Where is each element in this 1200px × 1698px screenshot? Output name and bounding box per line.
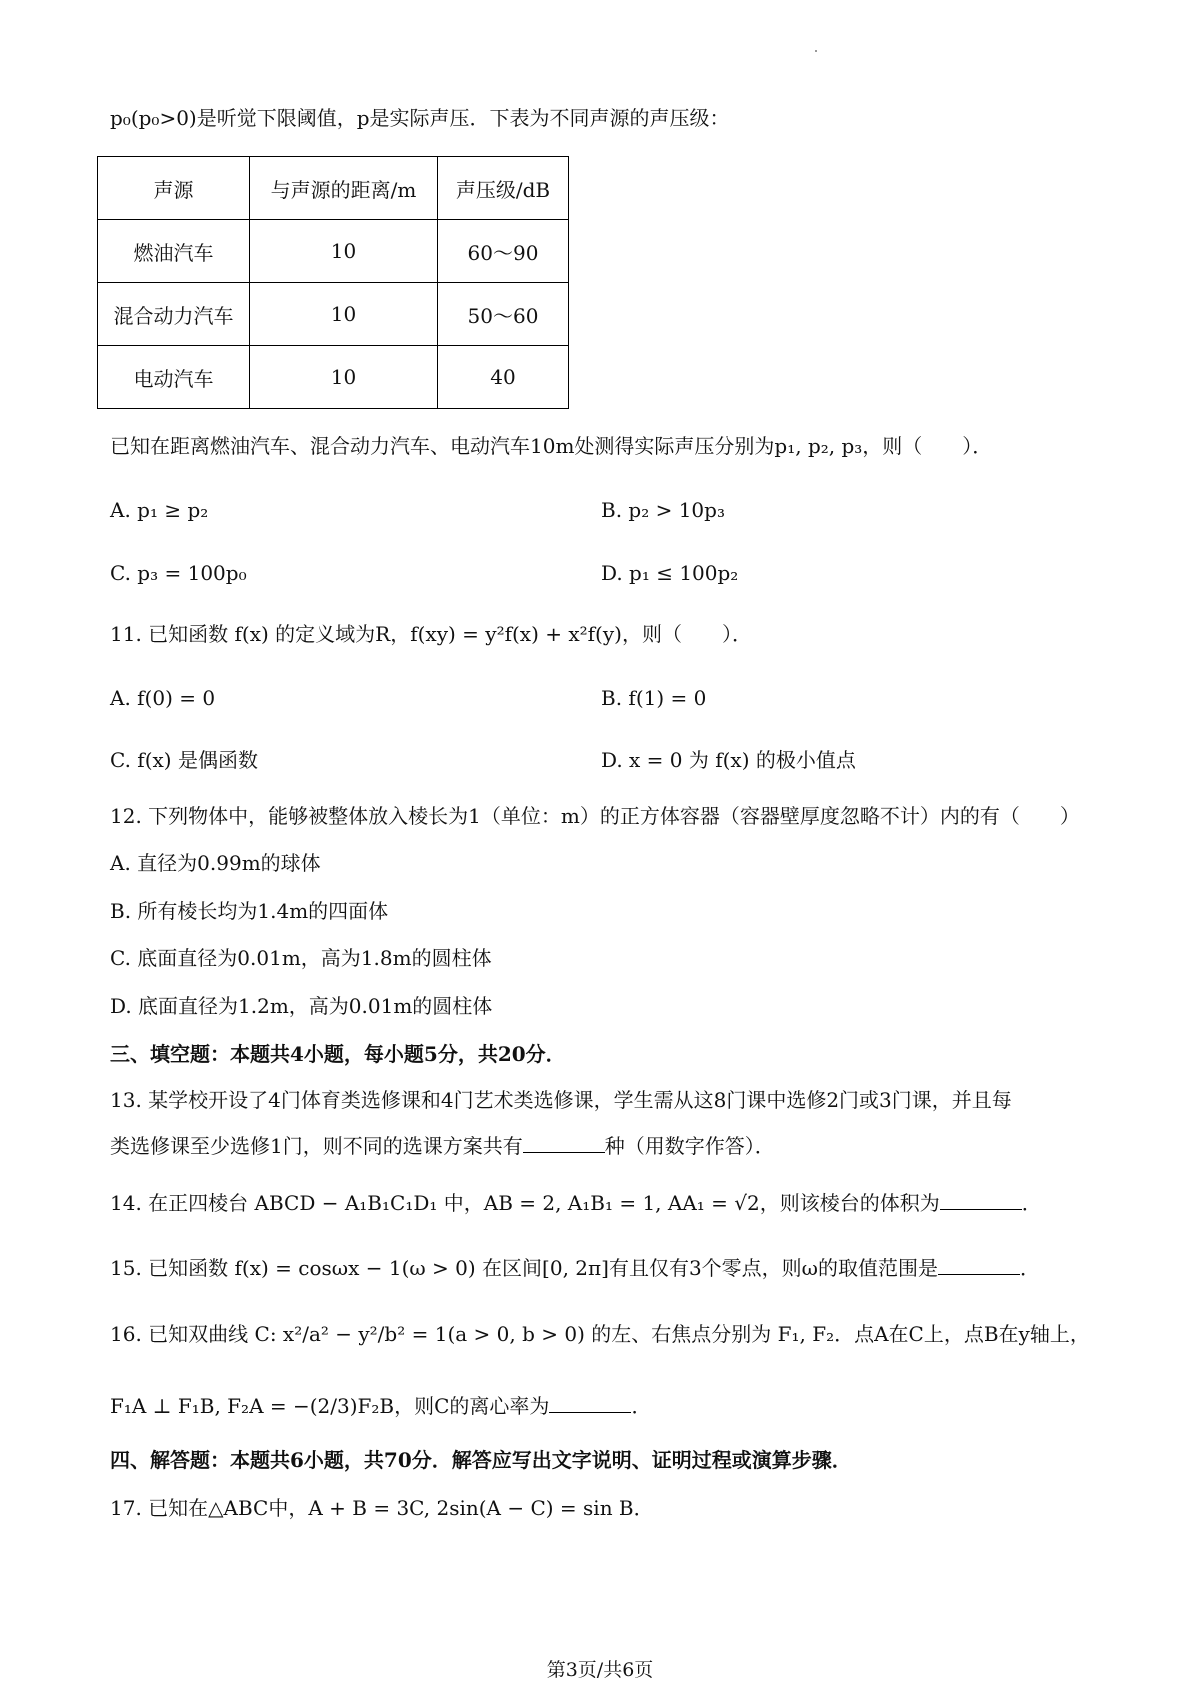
q12-option-b: B. 所有棱长均为1.4m的四面体 — [110, 899, 389, 923]
sound-source-table — [97, 156, 569, 409]
q13-line-1: 13. 某学校开设了4门体育类选修课和4门艺术类选修课，学生需从这8门课中选修2门或3门课，并且每 — [110, 1088, 1012, 1112]
table-cell: 10 — [250, 346, 438, 409]
table-cell: 电动汽车 — [98, 346, 250, 409]
q11-option-d: D. x = 0 为 f(x) 的极小值点 — [601, 748, 856, 772]
speck — [815, 50, 817, 52]
table-row — [98, 346, 569, 409]
section-3-heading: 三、填空题：本题共4小题，每小题5分，共20分． — [110, 1042, 566, 1066]
table-cell: 燃油汽车 — [98, 220, 250, 283]
table-cell: 60～90 — [438, 220, 569, 283]
q13-text-end: 种（用数字作答）． — [604, 1134, 775, 1158]
q12-stem: 12. 下列物体中，能够被整体放入棱长为1（单位：m）的正方体容器（容器壁厚度忽略不计）内的有（ ） — [110, 804, 1080, 828]
q11-option-b: B. f(1) = 0 — [601, 686, 707, 710]
q10-option-a: A. p₁ ≥ p₂ — [110, 498, 209, 522]
q15-text-end: ． — [1020, 1256, 1040, 1280]
table-header: 与声源的距离/m — [250, 157, 438, 220]
table-header: 声压级/dB — [438, 157, 569, 220]
q15-text: 15. 已知函数 f(x) = cosωx − 1(ω > 0) 在区间[0, 2π]有且仅有3个零点，则ω的取值范围是 — [110, 1256, 938, 1280]
q14-stem — [110, 1189, 1140, 1217]
q13-line-2 — [110, 1132, 1140, 1160]
table-cell: 40 — [438, 346, 569, 409]
q10-stem: 已知在距离燃油汽车、混合动力汽车、电动汽车10m处测得实际声压分别为p₁, p₂, p₃，则（ ）． — [110, 434, 993, 458]
table-cell: 10 — [250, 283, 438, 346]
q12-option-a: A. 直径为0.99m的球体 — [110, 851, 321, 875]
q13-text: 类选修课至少选修1门，则不同的选课方案共有 — [110, 1134, 523, 1158]
table-header-row — [98, 157, 569, 220]
q10-option-c: C. p₃ = 100p₀ — [110, 561, 247, 585]
table-row — [98, 220, 569, 283]
q16-line-2 — [110, 1392, 1140, 1420]
q10-option-d: D. p₁ ≤ 100p₂ — [601, 561, 739, 585]
q11-stem: 11. 已知函数 f(x) 的定义域为R，f(xy) = y²f(x) + x²f(y)，则（ ）． — [110, 622, 752, 646]
answer-blank — [523, 1151, 605, 1153]
q11-option-a: A. f(0) = 0 — [110, 686, 216, 710]
table-cell: 10 — [250, 220, 438, 283]
q16-text: F₁A ⊥ F₁B, F₂A = −(2/3)F₂B，则C的离心率为 — [110, 1394, 550, 1418]
q12-option-d: D. 底面直径为1.2m，高为0.01m的圆柱体 — [110, 994, 493, 1018]
answer-blank — [938, 1273, 1020, 1275]
q14-text-end: ． — [1021, 1191, 1042, 1215]
q10-option-b: B. p₂ > 10p₃ — [601, 498, 725, 522]
q15-stem — [110, 1254, 1140, 1282]
q16-line-1: 16. 已知双曲线 C: x²/a² − y²/b² = 1(a > 0, b > 0) 的左、右焦点分别为 F₁, F₂．点A在C上，点B在y轴上， — [110, 1322, 1090, 1346]
table-header: 声源 — [98, 157, 250, 220]
q16-text-end: ． — [631, 1394, 652, 1418]
answer-blank — [549, 1411, 631, 1413]
table-cell: 50～60 — [438, 283, 569, 346]
q12-option-c: C. 底面直径为0.01m，高为1.8m的圆柱体 — [110, 946, 492, 970]
q11-option-c: C. f(x) 是偶函数 — [110, 748, 258, 772]
table-cell: 混合动力汽车 — [98, 283, 250, 346]
table-row — [98, 283, 569, 346]
intro-line: p₀(p₀>0)是听觉下限阈值，p是实际声压．下表为不同声源的声压级： — [110, 106, 730, 130]
answer-blank — [940, 1208, 1022, 1210]
q17-stem: 17. 已知在△ABC中，A + B = 3C, 2sin(A − C) = sin B． — [110, 1496, 654, 1520]
section-4-heading: 四、解答题：本题共6小题，共70分．解答应写出文字说明、证明过程或演算步骤． — [110, 1448, 852, 1472]
page-footer: 第3页/共6页 — [546, 1659, 654, 1681]
q14-text: 14. 在正四棱台 ABCD − A₁B₁C₁D₁ 中，AB = 2, A₁B₁ = 1, AA₁ = √2，则该棱台的体积为 — [110, 1191, 940, 1215]
